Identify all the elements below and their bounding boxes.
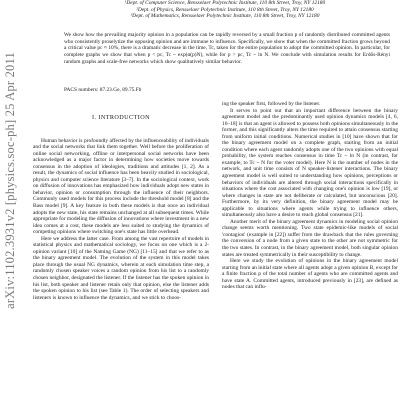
affiliation-computer-science: ¹Dept. of Computer Science, Rensselaer Polytechnic Institute, 110 8th Street, Troy, NY 12180 — [124, 0, 326, 6]
right-column — [222, 101, 398, 291]
intro-paragraph-2: Here we address the latter case. From among the vast repertoire of models in statistical physics and mathematical sociology, we focus on one which is a 2-opinion variant [10] of the Naming Game (NG) [11–15] and that we refer to as the binary agreement model. The evolution of the system in this model takes place through the usual NG dynamics, wherein at each simulation time step, a randomly chosen speaker voices a random opinion from his list to a randomly chosen neighbor, designated the listener. If the listener has the spoken opinion in his list, both speaker and listener retain only that opinion, else the listener adds the spoken opinion to his list (see Table 1). The order of selecting speakers and listeners is known to influence the dynamics, and we stick to choos- — [33, 235, 209, 301]
abstract: We show how the prevailing majority opinion in a population can be rapidly reversed by a small fraction p of randomly distributed committed agents who consistently proselytize the opposing opinion and are immune to influence. Specifically, we show that when the committed fraction grows beyond a critical value pc ≈ 10%, there is a dramatic decrease in the time, Tc, taken for the entire population to adopt the committed opinion. In particular, for complete graphs we show that when p < pc, Tc ~ exp(α(p)N), while for p > pc, Tc ~ ln N. We conclude with simulation results for Erdős-Rényi random graphs and scale-free networks which show qualitatively similar behavior. — [64, 32, 390, 65]
arxiv-identifier-margin — [3, 30, 17, 330]
section-heading-introduction: I. INTRODUCTION — [92, 114, 150, 121]
pacs-numbers: PACS numbers: 87.23.Ge, 89.75.Fb — [64, 87, 142, 93]
affiliations-block — [30, 0, 420, 20]
right-paragraph-2: It serves to point out that an important difference between the binary agreement model and the predominantly used opinion dynamics models [4, 6, 16–18] is that an agent is allowed to possess both opinions simultaneously in the former, and this significantly alters the time required to attain consensus starting from uniform initial conditions. Numerical studies in [10] have shown that for the binary agreement model on a complete graph, starting from an initial condition where each agent randomly adopts one of the two opinions with equal probability, the system reaches consensus in time Tc ~ ln N (in contrast, for example, to Tc ~ N for the voter model). Here N is the number of nodes in the network, and unit time consists of N speaker-listener interactions. The binary agreement model is well suited to understanding how opinions, perceptions or behaviors of individuals are altered through social interactions specifically in situations where the cost associated with changing one's opinion is low [19], or where changes in state are not deliberate or calculated, but unconscious [20]. Furthermore, by its very definition, the binary agreement model may be applicable to situations where agents while trying to influence others, simultaneously also have a desire to reach global consensus [21]. — [222, 107, 398, 219]
right-paragraph-3: Another merit of the binary agreement dynamics in modeling social opinion change seems worth mentioning. Two state epidemic-like models of social 'contagion' (example in [22]) suffer from the drawback that the rules governing the conversion of a node from a given state to the other are not symmetric for the two states. In contrast, in the binary agreement model, both singular opinion states are treated symmetrically in their susceptibility to change. — [222, 218, 398, 258]
right-paragraph-4: Here we study the evolution of opinions in the binary agreement model starting from an initial state where all agents adopt a given opinion B, except for a finite fraction p of the total number of agents who are committed agents and have state A. Committed agents, introduced previously in [23], are defined as nodes that can influ- — [222, 258, 398, 291]
left-column — [33, 101, 209, 301]
arxiv-identifier: arXiv:1102.3931v2 [physics.soc-ph] 25 Apr 2011 — [2, 51, 17, 309]
intro-paragraph-1: Human behavior is profoundly affected by the influenceability of individuals and the social networks that link them together. Well before the proliferation of online social networking, offline or interpersonal social networks have been acknowledged as a major factor in determining how societies move towards consensus in the adoption of ideologies, traditions and attitudes [1, 2]. As a result, the dynamics of social influence has been heavily studied in sociological, physics and computer science literature [3–7]. In the sociological context, work on diffusion of innovations has emphasized how individuals adopt new states in behavior, opinion or consumption through the influence of their neighbors. Commonly used models for this process include the threshold model [8] and the Bass model [9]. A key feature in both these models is that once an individual adopts the new state, his state remains unchanged at all subsequent times. While appropriate for modeling the diffusion of innovations where investment in a new idea comes at a cost, these models are less suited to studying the dynamics of competing opinions where switching one's state has little overhead. — [33, 137, 209, 236]
right-paragraph-continuation: ing the speaker first, followed by the listener. — [222, 101, 321, 107]
affiliation-mathematics: ³Dept. of Mathematics, Rensselaer Polytechnic Institute, 110 8th Street, Troy, NY 12180 — [130, 13, 320, 20]
affiliation-physics: ²Dept. of Physics, Rensselaer Polytechnic Institute, 110 8th Street, Troy, NY 12180 — [136, 6, 314, 13]
